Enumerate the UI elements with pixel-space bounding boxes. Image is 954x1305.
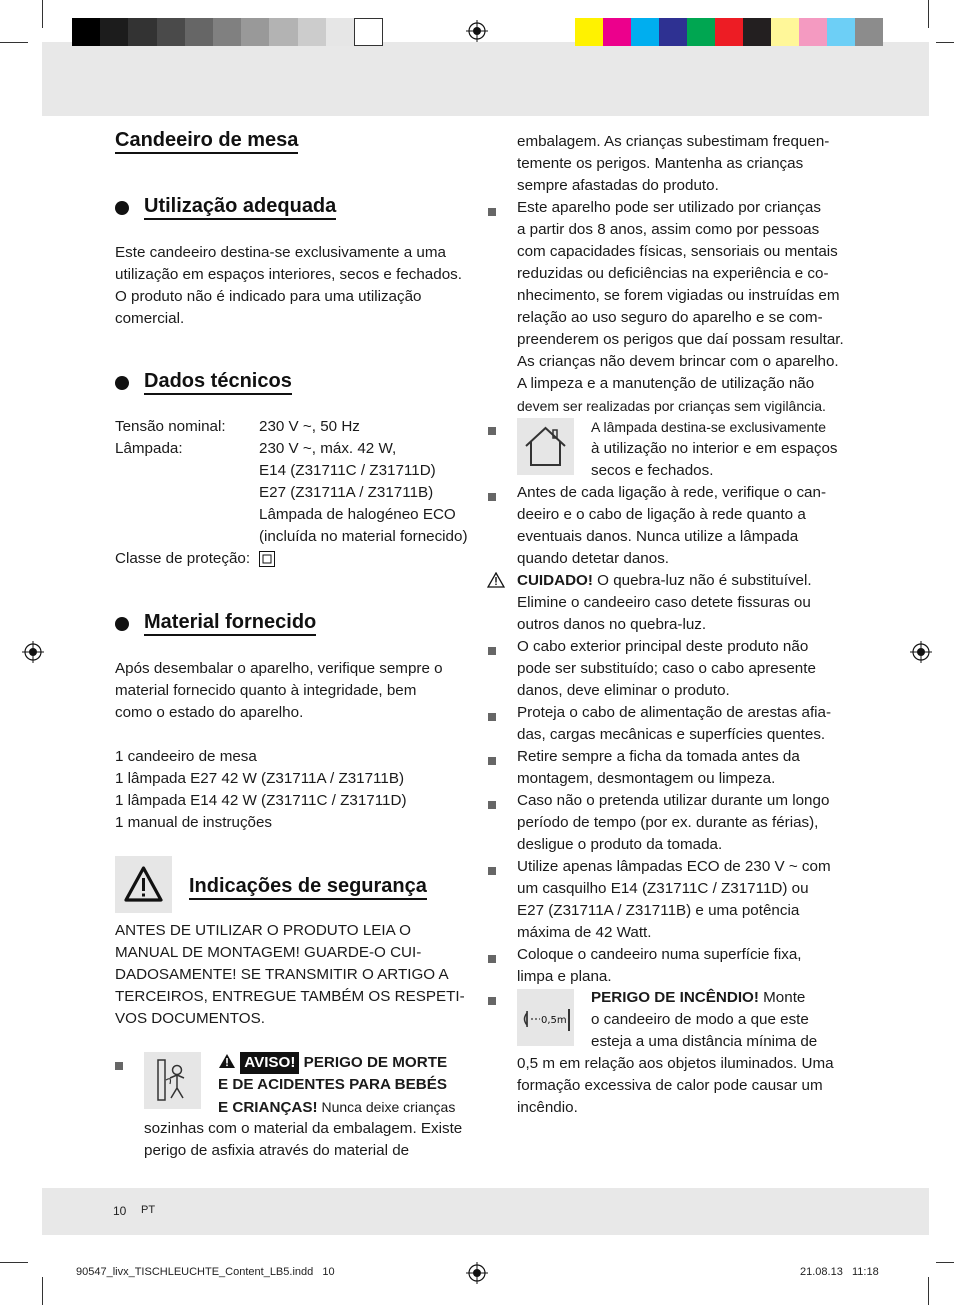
usage-text: Este candeeiro destina-se exclusivamente a uma utilização em espaços interiores, secos e fechados. O produto não é indicado para uma utilização comercial.	[115, 244, 462, 327]
fire-warning-cont: 0,5 m em relação aos objetos iluminados. Uma formação excessiva de calor pode causar um incêndio.	[517, 1055, 834, 1116]
gray-swatch	[128, 18, 157, 46]
gray-swatch	[100, 18, 129, 46]
list-item: Retire sempre a ficha da tomada antes da montagem, desmontagem ou limpeza.	[517, 748, 800, 787]
list-item: 1 lâmpada E14 42 W (Z31711C / Z31711D)	[115, 792, 407, 809]
list-item: Utilize apenas lâmpadas ECO de 230 V ~ com um casquilho E14 (Z31711C / Z31711D) ou E27 (Z31711A / Z31711B) e uma potência máxima de 42 Watt.	[517, 858, 831, 941]
list-item: Este aparelho pode ser utilizado por crianças a partir dos 8 anos, assim como por pessoas com capacidades físicas, sensoriais ou mentais reduzidas ou deficiências na experiência e co- nhecimento, se forem vigiadas ou instruídas em relação ao uso seguro do aparelho e se com- preenderem os perigos que daí possam resultar. As crianças não devem brincar com o aparelho. A limpeza e a manutenção de utilização não devem ser realizadas por crianças sem vigilância.	[517, 199, 844, 414]
gray-swatch	[269, 18, 298, 46]
color-swatch	[603, 18, 631, 46]
color-swatch	[771, 18, 799, 46]
color-swatch	[575, 18, 603, 46]
heading-seguranca: Indicações de segurança	[189, 875, 427, 898]
crop-mark	[42, 0, 43, 28]
list-bullet	[488, 867, 496, 875]
gray-swatch	[157, 18, 186, 46]
gray-swatch	[241, 18, 270, 46]
section-bullet	[115, 617, 129, 631]
list-item: 1 candeeiro de mesa	[115, 748, 257, 765]
aviso-badge: AVISO!	[240, 1052, 299, 1074]
list-item: 1 lâmpada E27 42 W (Z31711A / Z31711B)	[115, 770, 405, 787]
list-bullet	[488, 757, 496, 765]
gray-swatch	[354, 18, 383, 46]
list-item: Coloque o candeeiro numa superfície fixa, limpa e plana.	[517, 946, 802, 985]
aviso-block: AVISO! PERIGO DE MORTE E DE ACIDENTES PARA BEBÉS E CRIANÇAS! Nunca deixe crianças	[218, 1054, 456, 1116]
gray-swatch	[185, 18, 214, 46]
section-bullet	[115, 376, 129, 390]
print-date: 21.08.13 11:18	[800, 1266, 879, 1278]
heading-material-fornecido: Material fornecido	[144, 611, 316, 634]
color-swatch	[855, 18, 883, 46]
heading-utilizacao: Utilização adequada	[144, 195, 336, 218]
crop-mark	[0, 42, 28, 43]
color-swatch	[715, 18, 743, 46]
file-info: 90547_livx_TISCHLEUCHTE_Content_LB5.indd 10	[76, 1266, 335, 1278]
registration-mark-icon	[466, 1262, 488, 1284]
crop-mark	[928, 0, 929, 28]
protection-class-ii-icon	[259, 551, 275, 567]
list-bullet	[488, 647, 496, 655]
crop-mark	[936, 42, 954, 43]
indoor-use-house-icon	[517, 418, 574, 475]
registration-mark-icon	[22, 641, 44, 663]
crop-mark	[928, 1277, 929, 1305]
page-number: 10	[113, 1204, 127, 1218]
fire-warning-text: PERIGO DE INCÊNDIO! Monte o candeeiro de modo a que este esteja a uma distância mínima de	[591, 989, 818, 1050]
list-bullet	[488, 493, 496, 501]
gray-swatch	[326, 18, 355, 46]
list-item: 1 manual de instruções	[115, 814, 273, 831]
list-bullet	[115, 1062, 123, 1070]
child-warning-icon	[144, 1052, 201, 1109]
warning-small-icon	[218, 1053, 236, 1069]
header-band	[42, 42, 929, 116]
color-swatch	[827, 18, 855, 46]
tech-data-table: Tensão nominal: 230 V ~, 50 Hz Lâmpada: 230 V ~, máx. 42 W, E14 (Z31711C / Z31711D) E27 (Z31711A / Z31711B) Lâmpada de halogéneo ECO (incluída no material fornecido) Classe de proteção:	[115, 418, 468, 567]
gray-swatch	[298, 18, 327, 46]
warning-triangle-icon	[115, 856, 172, 913]
footer-band	[42, 1188, 929, 1235]
min-distance-icon	[517, 989, 574, 1046]
list-item: Antes de cada ligação à rede, verifique o can- deeiro e o cabo de ligação à rede quanto a eventuais danos. Nunca utilize a lâmpada quando detetar danos.	[517, 484, 827, 567]
color-swatch	[687, 18, 715, 46]
crop-mark	[936, 1262, 954, 1263]
list-bullet	[488, 955, 496, 963]
svg-text:0,5m: 0,5m	[541, 1015, 567, 1026]
list-item: O cabo exterior principal deste produto não pode ser substituído; caso o cabo apresente danos, deve eliminar o produto.	[517, 638, 816, 699]
list-bullet	[488, 208, 496, 216]
crop-mark	[42, 1277, 43, 1305]
list-item: Caso não o pretenda utilizar durante um longo período de tempo (por ex. durante as férias), desligue o produto da tomada.	[517, 792, 830, 853]
section-bullet	[115, 201, 129, 215]
language-code: PT	[141, 1204, 156, 1216]
list-bullet	[488, 713, 496, 721]
page-title: Candeeiro de mesa	[115, 129, 298, 152]
color-swatch	[659, 18, 687, 46]
list-item: Proteja o cabo de alimentação de arestas afia- das, cargas mecânicas e superfícies quentes.	[517, 704, 832, 743]
list-bullet	[488, 801, 496, 809]
color-swatch	[799, 18, 827, 46]
color-swatch	[631, 18, 659, 46]
aviso-cont-right: embalagem. As crianças subestimam frequen- temente os perigos. Mantenha as crianças sempre afastadas do produto.	[517, 133, 830, 194]
safety-caps-text: ANTES DE UTILIZAR O PRODUTO LEIA O MANUAL DE MONTAGEM! GUARDE-O CUI- DADOSAMENTE! SE TRANSMITIR O ARTIGO A TERCEIROS, ENTREGUE TAMBÉM OS RESPETI- VOS DOCUMENTOS.	[115, 922, 465, 1027]
aviso-cont: sozinhas com o material da embalagem. Existe perigo de asfixia através do material de	[144, 1120, 463, 1159]
list-item: A lâmpada destina-se exclusivamente à utilização no interior e em espaços secos e fechados.	[591, 419, 838, 479]
supplied-text: Após desembalar o aparelho, verifique sempre o material fornecido quanto à integridade, bem como o estado do aparelho. 1 candeeiro de mesa 1 lâmpada E27 42 W (Z31711A / Z31711B) 1 lâmpada E14 42 W (Z31711C / Z31711D) 1 manual de instruções	[115, 658, 475, 834]
crop-mark	[0, 1262, 28, 1263]
caution-triangle-icon	[487, 572, 505, 588]
registration-mark-icon	[466, 20, 488, 42]
gray-swatch	[72, 18, 101, 46]
gray-swatch	[213, 18, 242, 46]
registration-mark-icon	[910, 641, 932, 663]
caution-text: CUIDADO! O quebra-luz não é substituível. Elimine o candeeiro caso detete fissuras ou outros danos no quebra-luz.	[517, 572, 812, 633]
color-swatch	[743, 18, 771, 46]
list-bullet	[488, 997, 496, 1005]
list-bullet	[488, 427, 496, 435]
heading-dados-tecnicos: Dados técnicos	[144, 370, 292, 393]
